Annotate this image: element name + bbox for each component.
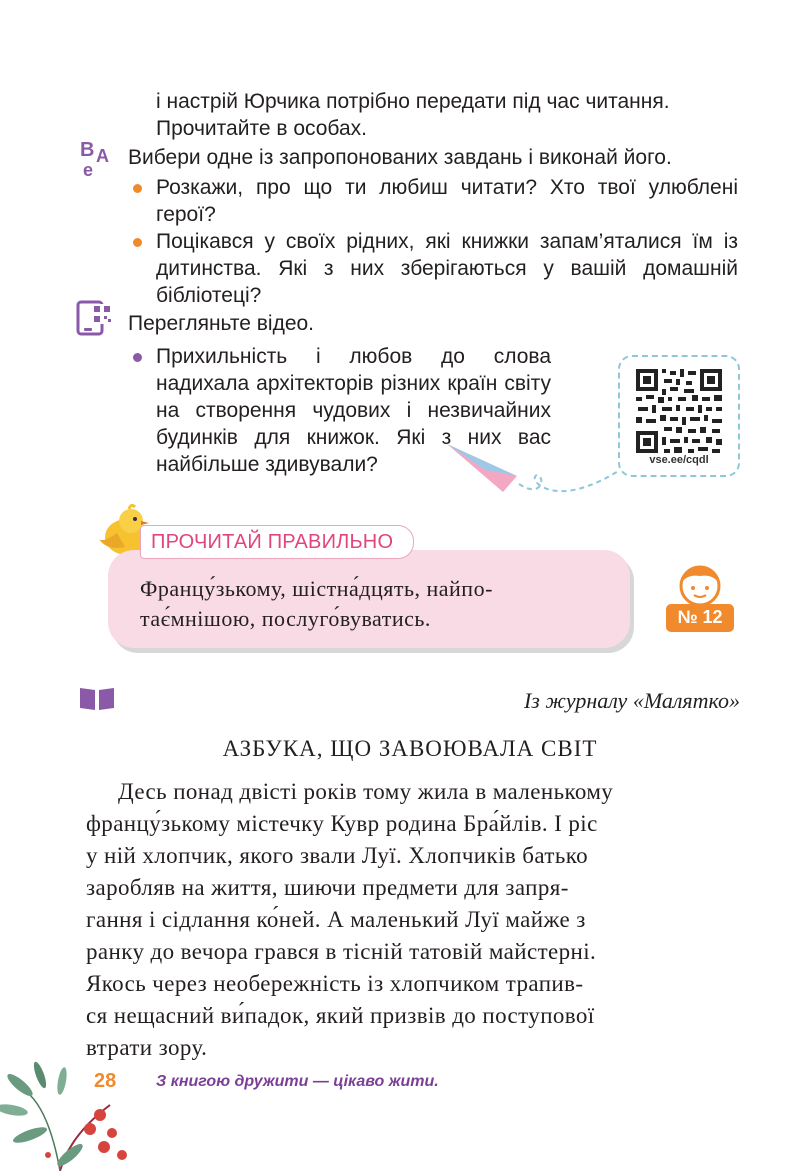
video-item-text: Прихильність і любов до слова надихала архітекторів різних країн світу на створення чудових і незвичайних будинків для книжок. Які з них вас найбільше здивували? xyxy=(156,345,551,476)
svg-text:А: А xyxy=(96,146,109,166)
task-item-1-text: Розкажи, про що ти любиш читати? Хто твої улюблені герої? xyxy=(156,176,738,226)
article-line-3: у ній хлопчик, якого звали Луї. Хлопчиків батько xyxy=(86,843,589,868)
top-line-2: Прочитайте в особах. xyxy=(156,117,367,140)
task-item-2-text: Поцікався у своїх рідних, які книжки запам’яталися їм із дитинства. Які з них зберігаються у вашій домашній бібліотеці? xyxy=(156,230,738,307)
page-number: 28 xyxy=(94,1070,117,1092)
article-line-1: Десь понад двісті років тому жила в маленькому xyxy=(118,779,614,804)
article-line-2: францу́зькому містечку Кувр родина Бра́йлів. І ріс xyxy=(86,811,598,836)
article-body xyxy=(86,776,738,1064)
top-block xyxy=(156,88,738,142)
source-line: Із журналу «Малятко» xyxy=(523,688,740,713)
read-correctly-line-1: Францу́зькому, шістна́дцять, найпо- xyxy=(140,576,493,601)
article-line-7: Якось через необережність із хлопчиком трапив- xyxy=(86,971,584,996)
task-text: Вибери одне із запропонованих завдань і виконай його. xyxy=(128,146,672,169)
article-line-9: втрати зору. xyxy=(86,1035,208,1060)
badge-number: № 12 xyxy=(677,607,723,627)
qr-phone-icon xyxy=(76,300,116,336)
letters-icon xyxy=(78,136,120,180)
article-line-5: гання і сідлання ко́ней. А маленький Луї майже з xyxy=(86,907,586,932)
svg-text:е: е xyxy=(83,160,94,180)
qr-code-box[interactable] xyxy=(618,355,740,477)
article-title: АЗБУКА, ЩО ЗАВОЮВАЛА СВІТ xyxy=(222,736,598,761)
qr-code-icon xyxy=(634,367,724,455)
top-line-1: і настрій Юрчика потрібно передати під час читання. xyxy=(156,90,670,113)
read-correctly-text xyxy=(140,574,610,634)
article-line-4: заробляв на життя, шиючи предмети для запря- xyxy=(86,875,569,900)
paper-plane-icon xyxy=(445,440,625,500)
branch-decoration-icon xyxy=(0,1055,140,1171)
book-icon xyxy=(78,686,116,712)
task-item-2 xyxy=(156,228,738,309)
read-correctly-line-2: тає́мнішою, послуго́вуватись. xyxy=(140,606,431,631)
read-correctly-banner: ПРОЧИТАЙ ПРАВИЛЬНО xyxy=(140,525,414,559)
task-item-1 xyxy=(156,174,738,228)
article-line-6: ранку до вечора грався в тісній татовій майстерні. xyxy=(86,939,597,964)
footer-title: З книгою дружити — цікаво жити. xyxy=(156,1073,439,1090)
article-line-8: ся нещасний ви́падок, який призвів до поступової xyxy=(86,1003,595,1028)
svg-text:В: В xyxy=(80,139,95,161)
qr-link[interactable]: vse.ee/cqdl xyxy=(649,454,709,466)
task-list xyxy=(156,174,738,309)
reading-speed-badge xyxy=(662,560,738,636)
video-text: Перегляньте відео. xyxy=(128,312,315,335)
